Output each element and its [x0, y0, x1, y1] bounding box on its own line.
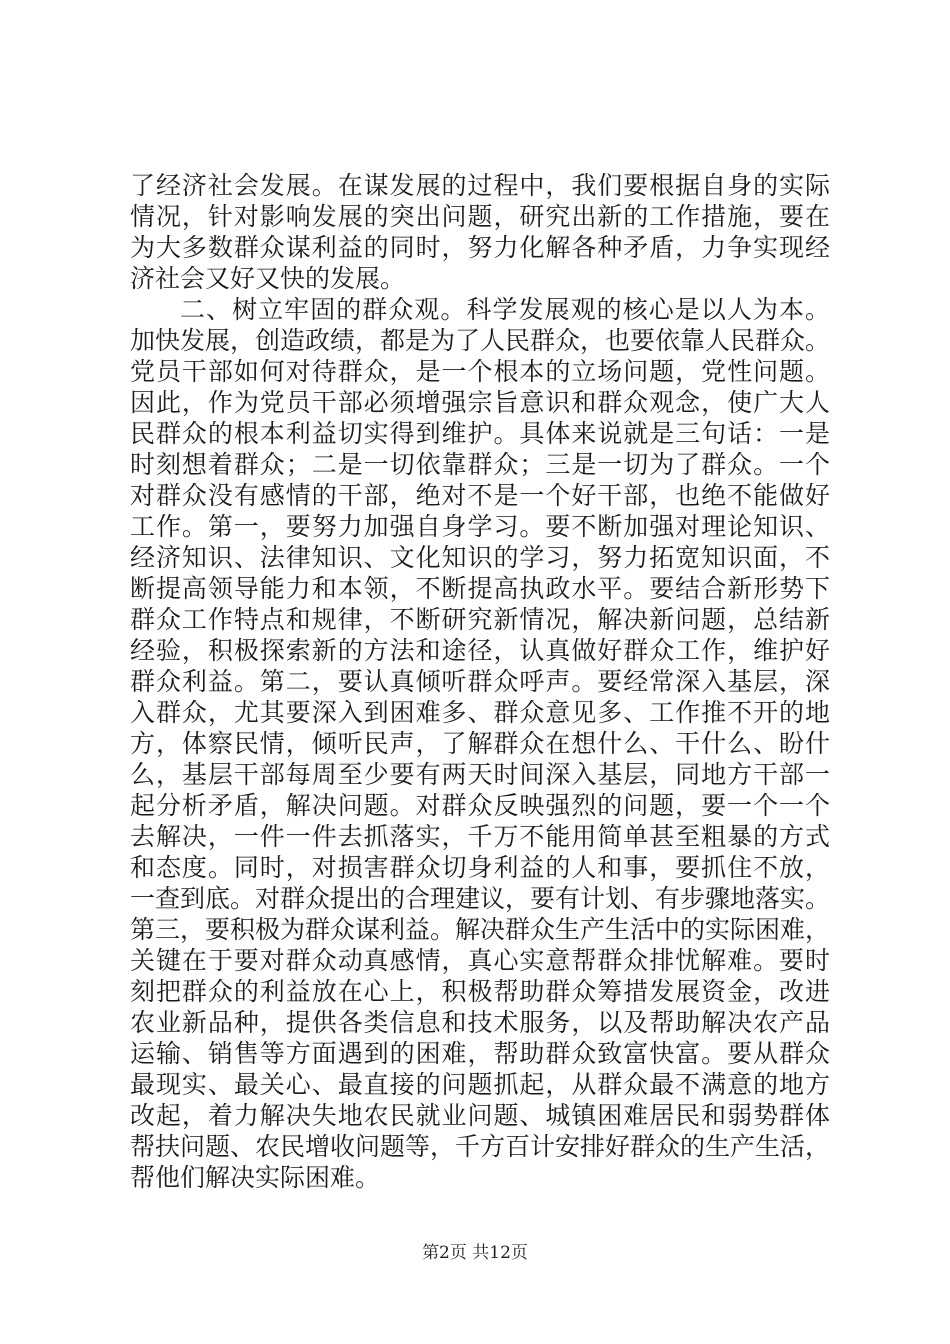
text-line: 方，体察民情，倾听民声，了解群众在想什么、干什么、盼什	[130, 729, 830, 758]
text-line: 党员干部如何对待群众，是一个根本的立场问题，党性问题。	[130, 357, 830, 386]
text-line: 帮扶问题、农民增收问题等，千方百计安排好群众的生产生活，	[130, 1132, 830, 1161]
page-number-footer: 第2页 共12页	[422, 1243, 528, 1263]
text-line: 关键在于要对群众动真感情，真心实意帮群众排忧解难。要时	[130, 946, 830, 975]
text-line: 第三，要积极为群众谋利益。解决群众生产生活中的实际困难，	[130, 915, 830, 944]
text-line: 改起，着力解决失地农民就业问题、城镇困难居民和弱势群体	[130, 1101, 830, 1130]
text-line: 帮他们解决实际困难。	[130, 1163, 381, 1192]
text-line: 济社会又好又快的发展。	[130, 264, 406, 293]
text-line: 运输、销售等方面遇到的困难，帮助群众致富快富。要从群众	[130, 1039, 830, 1068]
text-line: 农业新品种，提供各类信息和技术服务，以及帮助解决农产品	[130, 1008, 830, 1037]
text-line: 一查到底。对群众提出的合理建议，要有计划、有步骤地落实。	[130, 884, 830, 913]
text-line: 民群众的根本利益切实得到维护。具体来说就是三句话：一是	[130, 419, 830, 448]
text-line: 经验，积极探索新的方法和途径，认真做好群众工作，维护好	[130, 636, 830, 665]
text-line: 时刻想着群众；二是一切依靠群众；三是一切为了群众。一个	[130, 450, 830, 479]
text-line: 对群众没有感情的干部，绝对不是一个好干部，也绝不能做好	[130, 481, 830, 510]
text-line: 么，基层干部每周至少要有两天时间深入基层，同地方干部一	[130, 760, 830, 789]
text-line: 情况，针对影响发展的突出问题，研究出新的工作措施，要在	[130, 202, 830, 231]
text-line: 加快发展，创造政绩，都是为了人民群众，也要依靠人民群众。	[130, 326, 830, 355]
body-text	[130, 170, 830, 1193]
text-line: 入群众，尤其要深入到困难多、群众意见多、工作推不开的地	[130, 698, 830, 727]
text-line: 最现实、最关心、最直接的问题抓起，从群众最不满意的地方	[130, 1070, 830, 1099]
text-line: 群众工作特点和规律，不断研究新情况，解决新问题，总结新	[130, 605, 830, 634]
text-line: 群众利益。第二，要认真倾听群众呼声。要经常深入基层，深	[130, 667, 830, 696]
text-line: 起分析矛盾，解决问题。对群众反映强烈的问题，要一个一个	[130, 791, 830, 820]
paragraph-start-line: 二、树立牢固的群众观。科学发展观的核心是以人为本。	[180, 295, 830, 324]
text-line: 断提高领导能力和本领，不断提高执政水平。要结合新形势下	[130, 574, 830, 603]
text-line: 因此，作为党员干部必须增强宗旨意识和群众观念，使广大人	[130, 388, 830, 417]
text-line: 为大多数群众谋利益的同时，努力化解各种矛盾，力争实现经	[130, 233, 830, 262]
text-line: 了经济社会发展。在谋发展的过程中，我们要根据自身的实际	[130, 171, 830, 200]
text-line: 经济知识、法律知识、文化知识的学习，努力拓宽知识面，不	[130, 543, 830, 572]
text-line: 和态度。同时，对损害群众切身利益的人和事，要抓住不放，	[130, 853, 830, 882]
text-line: 工作。第一，要努力加强自身学习。要不断加强对理论知识、	[130, 512, 830, 541]
text-line: 刻把群众的利益放在心上，积极帮助群众筹措发展资金，改进	[130, 977, 830, 1006]
text-line: 去解决，一件一件去抓落实，千万不能用简单甚至粗暴的方式	[130, 822, 830, 851]
